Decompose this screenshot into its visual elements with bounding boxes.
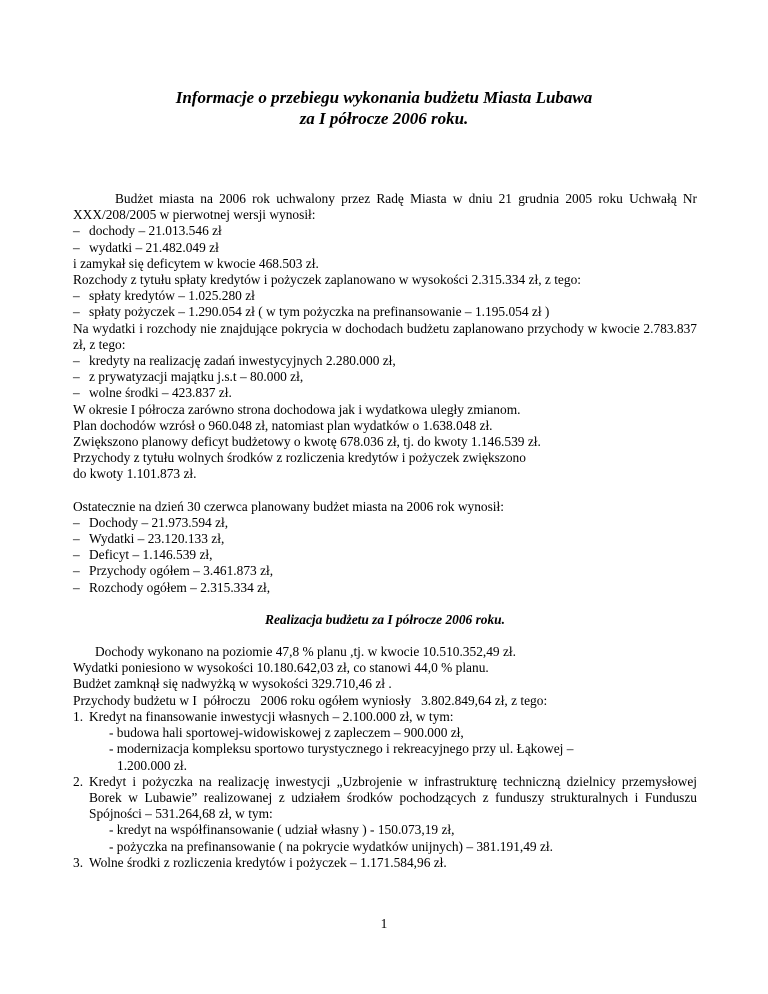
- deficit-paragraph: i zamykał się deficytem w kwocie 468.503 zł.: [73, 255, 319, 271]
- changes-paragraph: W okresie I półrocza zarówno strona dochodowa jak i wydatkowa uległy zmianom.: [73, 401, 521, 417]
- numbered-item: [73, 709, 697, 774]
- revenue-paragraph: Na wydatki i rozchody nie znajdujące pokrycia w dochodach budżetu zaplanowano przychody w kwocie 2.783.837 zł, z tego:: [73, 320, 697, 352]
- list-item: – wolne środki – 423.837 zł.: [73, 385, 697, 401]
- section-heading: Realizacja budżetu za I półrocze 2006 roku.: [265, 611, 505, 627]
- item-number: 2.: [73, 773, 84, 789]
- list-item: – Deficyt – 1.146.539 zł,: [73, 547, 697, 563]
- list-item: – kredyty na realizację zadań inwestycyjnych 2.280.000 zł,: [73, 353, 697, 369]
- spending-paragraph: Wydatki poniesiono w wysokości 10.180.642,03 zł, co stanowi 44,0 % planu.: [73, 660, 489, 676]
- item-text: Kredyt i pożyczka na realizację inwestycji „Uzbrojenie w infrastrukturę techniczną dzielnicy przemysłowej Borek w Lubawie” realizowanej z udziałem środków pochodzących z funduszy strukturalnych i Funduszu Spójności – 531.264,68 zł, w tym:: [89, 773, 697, 822]
- free-funds-paragraph-line-2: do kwoty 1.101.873 zł.: [73, 466, 197, 482]
- spacer: [73, 596, 697, 612]
- plan-paragraph: Plan dochodów wzrósł o 960.048 zł, natomiast plan wydatków o 1.638.048 zł.: [73, 417, 493, 433]
- page-number: 1: [380, 916, 388, 931]
- list-item: – Przychody ogółem – 3.461.873 zł,: [73, 563, 697, 579]
- list-item: – Rozchody ogółem – 2.315.334 zł,: [73, 580, 697, 596]
- list-item: – dochody – 21.013.546 zł: [73, 223, 697, 239]
- list-item: – z prywatyzacji majątku j.s.t – 80.000 zł,: [73, 369, 697, 385]
- intro-paragraph: Budżet miasta na 2006 rok uchwalony przez Radę Miasta w dniu 21 grudnia 2005 roku Uchwałą Nr XXX/208/2005 w pierwotnej wersji wynosił:: [73, 191, 697, 223]
- list-item: – spłaty kredytów – 1.025.280 zł: [73, 288, 697, 304]
- sub-item-continuation: 1.200.000 zł.: [117, 757, 187, 773]
- expenditure-paragraph: Rozchody z tytułu spłaty kredytów i pożyczek zaplanowano w wysokości 2.315.334 zł, z tego:: [73, 272, 581, 288]
- item-text: Wolne środki z rozliczenia kredytów i pożyczek – 1.171.584,96 zł.: [89, 854, 447, 870]
- revenue-total-paragraph: Przychody budżetu w I półroczu 2006 roku ogółem wyniosły 3.802.849,64 zł, z tego:: [73, 692, 548, 708]
- list-item: – spłaty pożyczek – 1.290.054 zł ( w tym pożyczka na prefinansowanie – 1.195.054 zł ): [73, 304, 697, 320]
- spacer: [73, 628, 697, 644]
- list-item: – Wydatki – 23.120.133 zł,: [73, 531, 697, 547]
- document-title-line-2: za I półrocze 2006 roku.: [299, 109, 469, 128]
- numbered-item: [73, 855, 697, 871]
- deficit-increase-paragraph: Zwiększono planowy deficyt budżetowy o kwotę 678.036 zł, tj. do kwoty 1.146.539 zł.: [73, 434, 541, 450]
- sub-item: - modernizacja kompleksu sportowo turystycznego i rekreacyjnego przy ul. Łąkowej –: [109, 741, 574, 757]
- surplus-paragraph: Budżet zamknął się nadwyżką w wysokości 329.710,46 zł .: [73, 676, 392, 692]
- free-funds-paragraph-line-1: Przychody z tytułu wolnych środków z rozliczenia kredytów i pożyczek zwiększono: [73, 450, 526, 466]
- sub-item: - pożyczka na prefinansowanie ( na pokrycie wydatków unijnych) – 381.191,49 zł.: [109, 838, 553, 854]
- final-budget-paragraph: Ostatecznie na dzień 30 czerwca planowany budżet miasta na 2006 rok wynosił:: [73, 498, 504, 514]
- item-text: Kredyt na finansowanie inwestycji własnych – 2.100.000 zł, w tym:: [89, 708, 454, 724]
- document-body: [73, 191, 697, 871]
- income-paragraph: Dochody wykonano na poziomie 47,8 % planu ,tj. w kwocie 10.510.352,49 zł.: [95, 644, 516, 660]
- list-item: – wydatki – 21.482.049 zł: [73, 240, 697, 256]
- numbered-item: [73, 774, 697, 855]
- item-number: 1.: [73, 708, 84, 724]
- list-item: – Dochody – 21.973.594 zł,: [73, 515, 697, 531]
- sub-item: - budowa hali sportowej-widowiskowej z zapleczem – 900.000 zł,: [109, 725, 464, 741]
- document-title-line-1: Informacje o przebiegu wykonania budżetu Miasta Lubawa: [175, 88, 593, 107]
- spacer: [73, 483, 697, 499]
- sub-item: - kredyt na współfinansowanie ( udział własny ) - 150.073,19 zł,: [109, 822, 455, 838]
- item-number: 3.: [73, 854, 84, 870]
